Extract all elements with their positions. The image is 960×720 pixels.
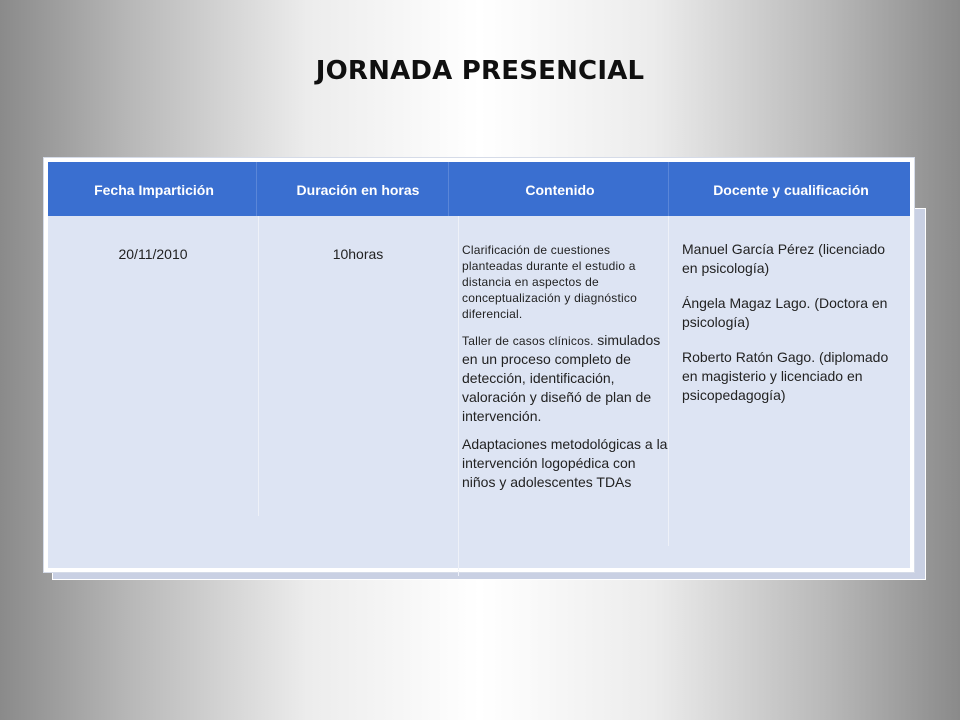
header-fecha: Fecha Impartición [94, 182, 214, 198]
table-body-row [48, 216, 910, 568]
contenido-paragraph-3: Adaptaciones metodológicas a la intervención logopédica con niños y adolescentes TDAs [462, 436, 668, 490]
header-docente: Docente y cualificación [713, 182, 869, 198]
header-divider [448, 162, 449, 216]
cell-fecha: 20/11/2010 [118, 246, 188, 262]
header-duracion: Duración en horas [296, 182, 420, 198]
docente-3: Roberto Ratón Gago. (diplomado en magisterio y licenciado en psicopedagogía) [682, 349, 889, 403]
slide-title: JORNADA PRESENCIAL [315, 56, 645, 86]
table-bottom-line [44, 570, 914, 571]
docente-2: Ángela Magaz Lago. (Doctora en psicología) [682, 295, 888, 330]
column-divider [458, 216, 459, 576]
table-header-row [48, 162, 910, 216]
header-contenido: Contenido [525, 182, 595, 198]
docente-1: Manuel García Pérez (licenciado en psicología) [682, 241, 886, 276]
column-divider [258, 216, 259, 516]
contenido-paragraph-1: Clarificación de cuestiones planteadas durante el estudio a distancia en aspectos de conceptualización y diagnóstico diferencial. [462, 243, 637, 321]
cell-duracion: 10horas [332, 246, 384, 262]
contenido-paragraph-2 [462, 331, 672, 426]
schedule-table [44, 158, 914, 572]
contenido-paragraph-2-intro: Taller de casos clínicos. [462, 334, 594, 348]
header-divider [256, 162, 257, 216]
cell-docente [682, 240, 898, 421]
cell-contenido [462, 242, 672, 501]
header-divider [668, 162, 669, 216]
contenido-paragraph-2-rest: simulados en un proceso completo de detección, identificación, valoración y diseñó de plan de intervención. [462, 332, 661, 424]
